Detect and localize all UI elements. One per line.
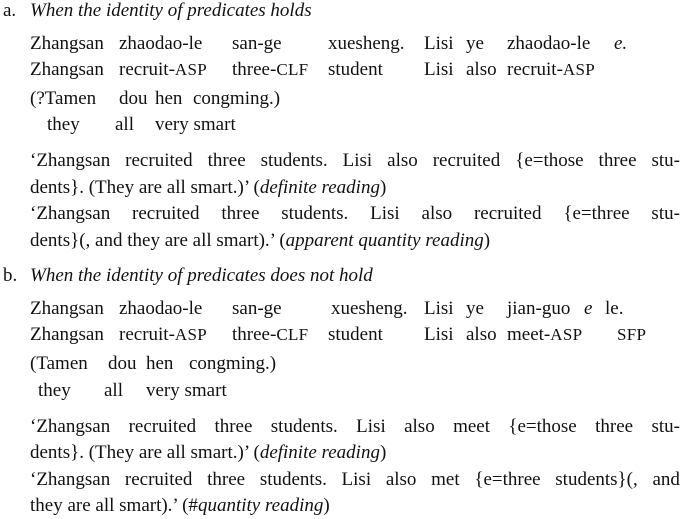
gloss-word [119, 324, 207, 346]
gloss-word: Lisi [424, 298, 454, 319]
translation-word: recruited [124, 469, 193, 490]
gloss-word: xuesheng. [331, 298, 408, 319]
translation-line [30, 495, 330, 517]
translation-word: also [421, 203, 453, 224]
reading-label: quantity reading [197, 495, 324, 516]
translation-text: dents}. (They are all smart.)’ ( [30, 442, 260, 463]
translation-word: Lisi [370, 203, 400, 224]
translation-word: ‘Zhangsan [30, 150, 111, 171]
gloss-word [232, 59, 308, 81]
gloss-word: ye [466, 33, 484, 54]
gloss-word: hen [155, 88, 183, 109]
gloss-tag: ASP [550, 325, 583, 344]
translation-text: ) [379, 442, 387, 463]
gloss-word: Zhangsan [30, 59, 104, 80]
gloss-word [507, 324, 582, 346]
translation-word: students}(, [555, 469, 638, 490]
translation-word: ‘Zhangsan [30, 416, 111, 437]
gloss-word: all [115, 114, 134, 135]
translation-word: Lisi [342, 150, 373, 171]
translation-word: recruited [432, 150, 501, 171]
gloss-tag: ASP [562, 60, 595, 79]
gloss-word: hen [146, 353, 174, 374]
reading-label: apparent quantity reading [285, 230, 484, 251]
gloss-word: e [584, 298, 593, 319]
translation-word: {e=three [474, 469, 541, 490]
gloss-word: they [47, 114, 80, 135]
gloss-word: ye [466, 298, 484, 319]
gloss-tag: ASP [174, 60, 207, 79]
translation-word: {e=those [515, 150, 584, 171]
gloss-word: congming.) [189, 353, 277, 374]
translation-line [30, 150, 680, 172]
translation-line [30, 230, 490, 252]
translation-word: Lisi [341, 469, 372, 490]
translation-word: students. [259, 469, 327, 490]
translation-word: ‘Zhangsan [30, 203, 111, 224]
translation-word: met [431, 469, 460, 490]
gloss-word: also [466, 324, 497, 345]
translation-word: also [385, 469, 417, 490]
translation-word: {e=those [508, 416, 577, 437]
gloss-word: very smart [155, 114, 236, 135]
translation-word: students. [281, 203, 349, 224]
translation-word: three [221, 203, 260, 224]
translation-line [30, 416, 680, 438]
translation-text: ) [323, 495, 330, 516]
gloss-stem: recruit- [119, 324, 175, 345]
translation-word: and [652, 469, 680, 490]
gloss-tag: CLF [276, 325, 309, 344]
gloss-word: dou [119, 88, 148, 109]
gloss-word: (?Tamen [30, 88, 97, 109]
translation-word: meet [453, 416, 490, 437]
gloss-word [119, 59, 207, 81]
gloss-word: san-ge [232, 33, 282, 54]
translation-word: also [387, 150, 418, 171]
translation-word: three [214, 416, 253, 437]
gloss-word: very smart [146, 380, 227, 401]
translation-word: stu- [651, 150, 680, 171]
translation-word: recruited [473, 203, 542, 224]
translation-text: ) [379, 177, 387, 198]
section-a-heading: When the identity of predicates holds [30, 0, 312, 21]
gloss-stem: three- [232, 324, 277, 345]
gloss-tag: CLF [276, 60, 309, 79]
gloss-stem: three- [232, 59, 277, 80]
gloss-word: (Tamen [30, 353, 88, 374]
translation-word: three [598, 150, 637, 171]
gloss-tag: ASP [174, 325, 207, 344]
gloss-word: congming.) [193, 88, 281, 109]
translation-word: students. [260, 150, 328, 171]
gloss-word: Lisi [424, 59, 454, 80]
translation-line [30, 203, 680, 225]
section-b-heading: When the identity of predicates does not hold [30, 265, 373, 286]
translation-text: dents}. (They are all smart.)’ ( [30, 177, 260, 198]
gloss-word: Zhangsan [30, 324, 104, 345]
gloss-word: student [328, 59, 383, 80]
gloss-word: dou [108, 353, 137, 374]
gloss-word: SFP [617, 325, 647, 344]
gloss-word: student [328, 324, 383, 345]
translation-word: recruited [128, 416, 197, 437]
translation-word: also [404, 416, 435, 437]
translation-word: ‘Zhangsan [30, 469, 111, 490]
gloss-word: zhaodao-le [507, 33, 591, 54]
gloss-word: zhaodao-le [119, 33, 203, 54]
translation-word: students. [270, 416, 338, 437]
gloss-stem: recruit- [507, 59, 563, 80]
gloss-word: Zhangsan [30, 298, 104, 319]
gloss-word: le. [605, 298, 624, 319]
translation-text: ) [483, 230, 491, 251]
gloss-word: xuesheng. [328, 33, 405, 54]
gloss-stem: meet- [507, 324, 551, 345]
section-b-marker: b. [3, 265, 18, 286]
translation-line [30, 442, 386, 464]
translation-word: Lisi [356, 416, 386, 437]
translation-text: dents}(, and they are all smart).’ ( [30, 230, 286, 251]
translation-word: stu- [651, 416, 680, 437]
gloss-word [507, 59, 595, 81]
translation-line [30, 469, 680, 491]
gloss-word: Lisi [424, 324, 454, 345]
gloss-word: zhaodao-le [119, 298, 203, 319]
gloss-word: they [38, 380, 71, 401]
translation-line [30, 177, 386, 199]
gloss-word: jian-guo [507, 298, 571, 319]
gloss-stem: recruit- [119, 59, 175, 80]
translation-word: {e=three [563, 203, 630, 224]
gloss-word [232, 324, 308, 346]
translation-word: recruited [125, 150, 193, 171]
reading-label: definite reading [259, 442, 380, 463]
translation-word: three [595, 416, 634, 437]
gloss-word: all [104, 380, 123, 401]
gloss-word: Lisi [424, 33, 454, 54]
gloss-word: san-ge [232, 298, 282, 319]
reading-label: definite reading [259, 177, 380, 198]
translation-text: they are all smart).’ (# [30, 495, 198, 516]
gloss-word: Zhangsan [30, 33, 104, 54]
translation-word: three [207, 150, 246, 171]
gloss-word: also [466, 59, 497, 80]
translation-word: stu- [651, 203, 680, 224]
translation-word: recruited [132, 203, 200, 224]
section-a-marker: a. [3, 0, 17, 21]
translation-word: three [207, 469, 246, 490]
gloss-word: e. [614, 33, 628, 54]
